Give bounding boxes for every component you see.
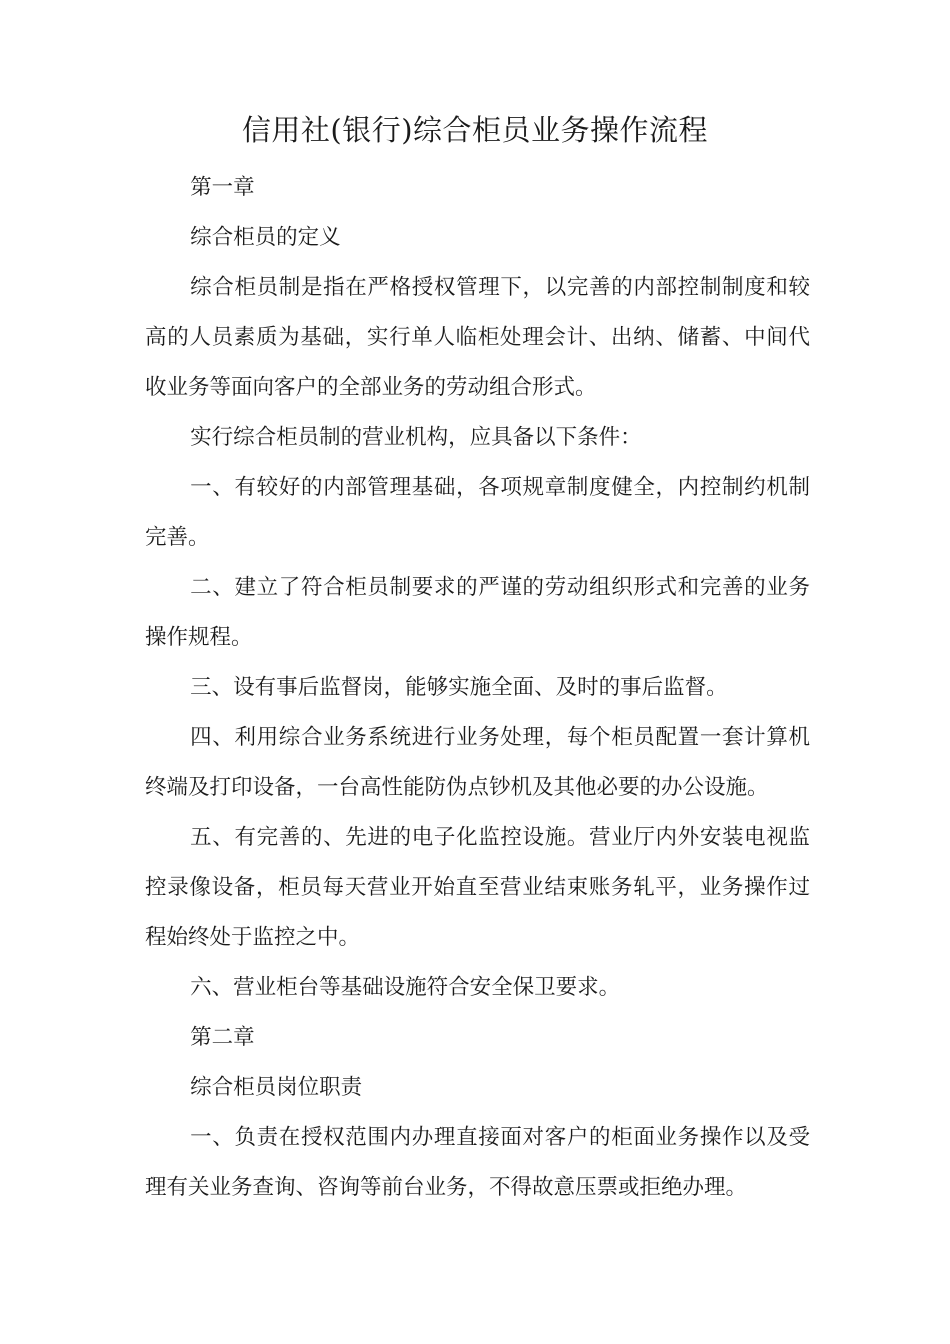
- list-item: 一、有较好的内部管理基础，各项规章制度健全，内控制约机制完善。: [145, 475, 810, 550]
- paragraph: 实行综合柜员制的营业机构，应具备以下条件：: [190, 425, 642, 450]
- chapter-heading: 第二章: [190, 1025, 255, 1050]
- paragraph: 综合柜员制是指在严格授权管理下，以完善的内部控制制度和较高的人员素质为基础，实行单人临柜处理会计、出纳、储蓄、中间代收业务等面向客户的全部业务的劳动组合形式。: [145, 275, 810, 400]
- section-heading: 综合柜员岗位职责: [190, 1075, 363, 1100]
- list-item: 二、建立了符合柜员制要求的严谨的劳动组织形式和完善的业务操作规程。: [145, 575, 810, 650]
- document-body: [145, 163, 810, 1213]
- section-heading: 综合柜员的定义: [190, 225, 341, 250]
- list-item: 三、设有事后监督岗，能够实施全面、及时的事后监督。: [190, 675, 728, 700]
- list-item: 五、有完善的、先进的电子化监控设施。营业厅内外安装电视监控录像设备，柜员每天营业开始直至营业结束账务轧平，业务操作过程始终处于监控之中。: [145, 825, 810, 950]
- chapter-heading: 第一章: [190, 175, 255, 200]
- list-item: 四、利用综合业务系统进行业务处理，每个柜员配置一套计算机终端及打印设备，一台高性能防伪点钞机及其他必要的办公设施。: [145, 725, 810, 800]
- list-item: 一、负责在授权范围内办理直接面对客户的柜面业务操作以及受理有关业务查询、咨询等前台业务，不得故意压票或拒绝办理。: [145, 1125, 810, 1200]
- list-item: 六、营业柜台等基础设施符合安全保卫要求。: [190, 975, 621, 1000]
- document-title: 信用社(银行)综合柜员业务操作流程: [241, 113, 709, 147]
